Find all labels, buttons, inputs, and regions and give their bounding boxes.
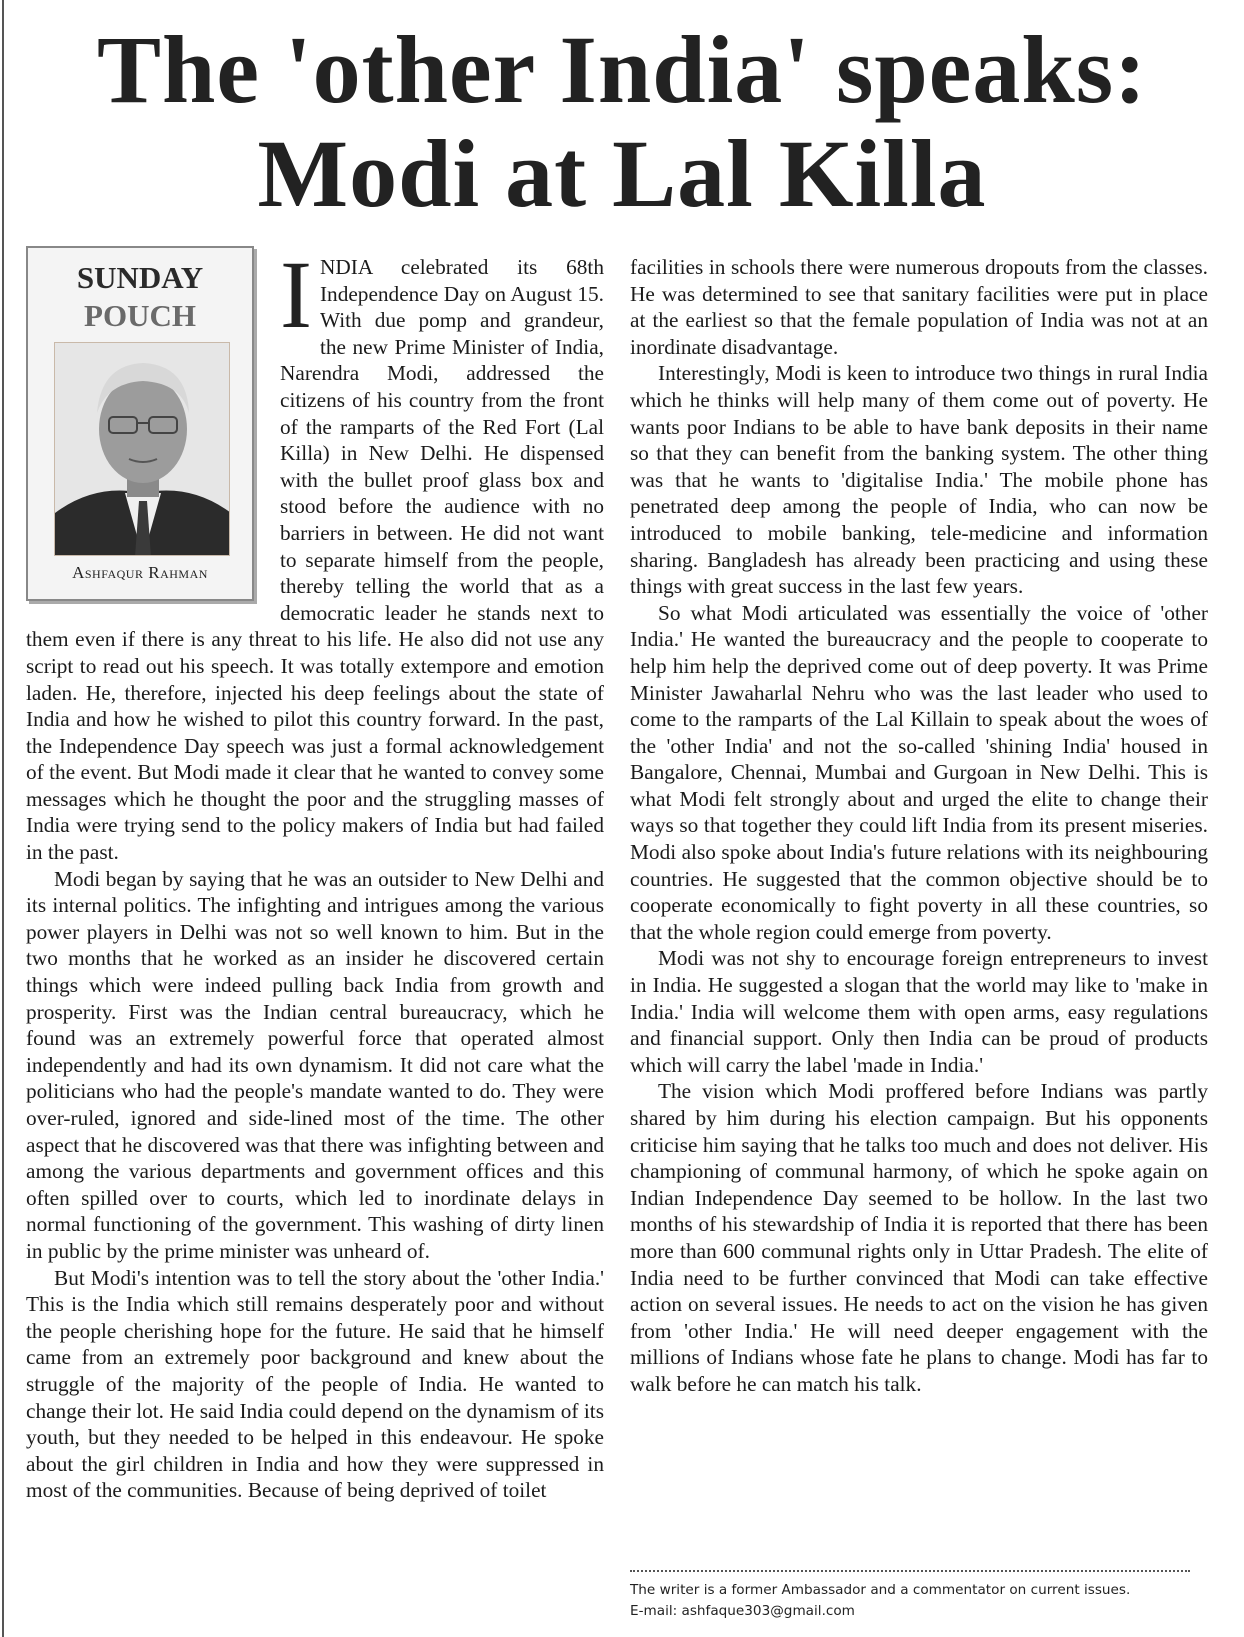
article-column-left: [26, 241, 604, 1504]
article-paragraph-5: So what Modi articulated was essentially the voice of 'other India.' He wanted the bureaucracy and the people to cooperate to help him help the deprived come out of deep poverty. It was Prime Minister Jawaharlal Nehru who was the last leader who used to come to the ramparts of the Lal Killain to speak about the woes of the 'other India' and not the so-called 'shining India' housed in Bangalore, Chennai, Mumbai and Gurgoan in New Delhi. This is what Modi felt strongly about and urged the elite to change their ways so that together they could lift India from its present miseries. Modi also spoke about India's future relations with its neighbouring countries. He suggested that the common objective should be to cooperate economically to fight poverty in all these countries, so that the whole region could emerge from poverty.: [630, 600, 1208, 944]
left-border-rule: [2, 0, 4, 1637]
article-column-right: [630, 254, 1208, 1398]
article-paragraph-1-text: NDIA celebrated its 68th Independence Day on August 15. With due pomp and grandeur, the new Prime Minister of India, Narendra Modi, addressed the citizens of his country from the front of the ramparts of the Red Fort (Lal Killa) in New Delhi. He dispensed with the bullet proof glass box and stood before the audience with no barriers in between. He did not want to separate himself from the people, thereby telling the world that as a democratic leader he stands next to them even if there is any threat to his life. He also did not use any script to read out his speech. It was totally extempore and emotion laden. He, therefore, injected his deep feelings about the state of India and how he wished to pilot this country forward. In the past, the Independence Day speech was just a formal acknowledgement of the event. But Modi made it clear that he wanted to convey some messages which he thought the poor and the struggling masses of India were trying send to the policy makers of India but had failed in the past.: [26, 255, 604, 865]
pouch-title-sunday: SUNDAY: [76, 260, 204, 295]
author-bio: The writer is a former Ambassador and a commentator on current issues.: [630, 1582, 1131, 1598]
article-paragraph-4: Interestingly, Modi is keen to introduce two things in rural India which he thinks will help many of them come out of poverty. He wants poor Indians to be able to have bank deposits in their name so that they can benefit from the banking system. The other thing was that he wants to 'digitalise India.' The mobile phone has penetrated deep among the people of India, who can now be introduced to mobile banking, tele-medicine and information sharing. Bangladesh has already been practicing and using these things with great success in the last few years.: [630, 361, 1208, 599]
author-name: Ashfaqur Rahman: [72, 563, 208, 583]
article-paragraph-3: But Modi's intention was to tell the story about the 'other India.' This is the India which still remains desperately poor and without the people cherishing hope for the future. He said that he himself came from an extremely poor background and knew about the struggle of the majority of the people of India. He wanted to change their lot. He said India could depend on the dynamism of its youth, but they needed to be helped in this endeavour. He spoke about the girl children in India and how they were suppressed in most of the communities. Because of being deprived of toilet: [26, 1265, 604, 1503]
article-paragraph-6: Modi was not shy to encourage foreign entrepreneurs to invest in India. He suggested a slogan that the world may like to 'make in India.' India will welcome them with open arms, easy regulations and financial support. Only then India can be proud of products which will carry the label 'made in India.': [630, 946, 1208, 1077]
author-email: E-mail: ashfaque303@gmail.com: [630, 1603, 855, 1619]
footer-dotted-divider: [630, 1570, 1190, 1572]
author-portrait: [54, 342, 230, 556]
article-paragraph-2: Modi began by saying that he was an outsider to New Delhi and its internal politics. The infighting and intrigues among the various power players in Delhi was not so well known to him. But in the two months that he worked as an insider he discovered certain things which were indeed pulling back India from growth and prosperity. First was the Indian central bureaucracy, which he found was an extremely powerful force that operated almost independently and had its own dynamism. It did not care what the politicians who had the people's mandate wanted to do. They were over-ruled, ignored and side-lined most of the time. The other aspect that he discovered was that there was infighting between and among the various departments and government offices and this often spilled over to courts, which led to inordinate delays in normal functioning of the government. This washing of dirty linen in public by the prime minister was unheard of.: [26, 866, 604, 1263]
author-portrait-image: [55, 343, 230, 556]
headline: [0, 18, 1244, 226]
article-paragraph-7: The vision which Modi proffered before Indians was partly shared by him during his election campaign. But his opponents criticise him saying that he talks too much and does not deliver. His championing of communal harmony, of which he spoke again on Indian Independence Day seemed to be hollow. In the last two months of his stewardship of India it is reported that there has been more than 600 communal rights only in Uttar Pradesh. The elite of India need to be further convinced that Modi can take effective action on several issues. He needs to act on the vision he has given from 'other India.' He will need deeper engagement with the millions of Indians whose fate he plans to change. Modi has far to walk before he can match his talk.: [630, 1079, 1208, 1396]
sunday-pouch-box: [26, 246, 254, 601]
author-footer: [630, 1570, 1208, 1622]
headline-line-1: The 'other India' speaks:: [96, 16, 1148, 123]
pouch-title-pouch: POUCH: [84, 298, 196, 333]
article-paragraph-3-continued: facilities in schools there were numerous dropouts from the classes. He was determined to see that sanitary facilities were put in place at the earliest so that the female population of India was not at an inordinate disadvantage.: [630, 255, 1208, 359]
headline-line-2: Modi at Lal Killa: [257, 120, 987, 227]
drop-cap: I: [280, 241, 312, 348]
